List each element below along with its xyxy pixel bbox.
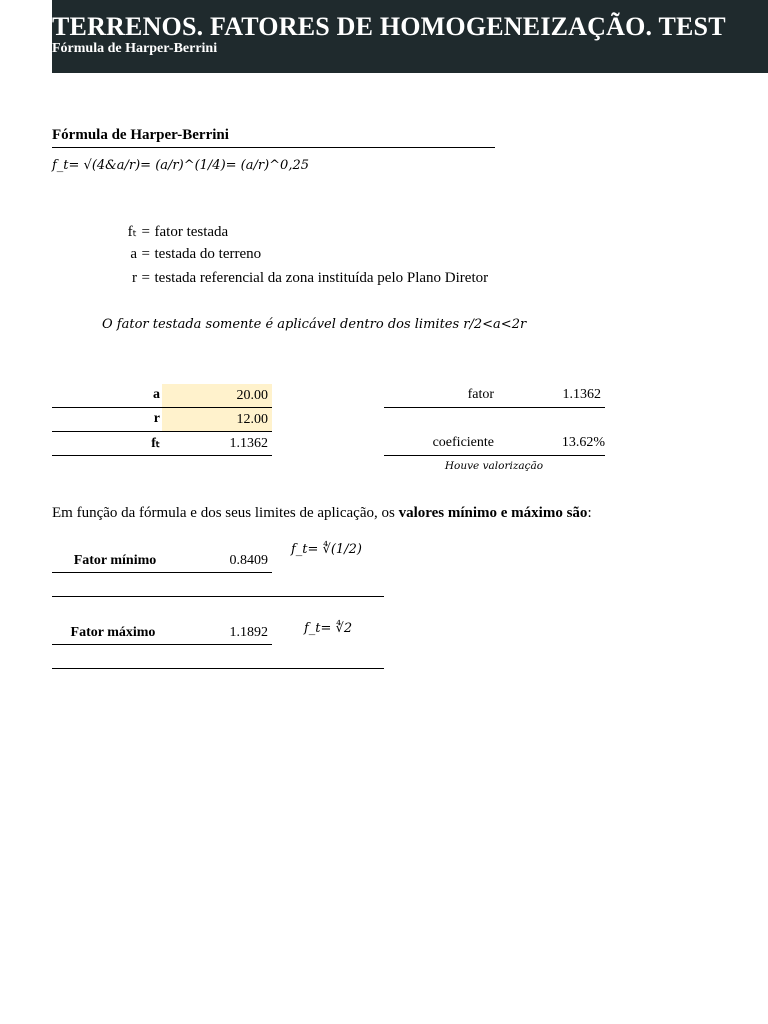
- legend-item-ft: [110, 222, 228, 241]
- legend-equals: =: [141, 270, 150, 286]
- table-row-divider: [52, 644, 272, 645]
- legend-symbol: a: [130, 246, 137, 262]
- table-row-divider: [384, 407, 605, 408]
- result-value-fator: 1.1362: [562, 387, 601, 402]
- section-title: Fórmula de Harper-Berrini: [52, 127, 229, 143]
- header-underline: [717, 72, 768, 73]
- section-row-divider: [52, 596, 384, 597]
- main-formula: 𝑓_𝑡= √(4&𝑎/𝑟)= (𝑎/𝑟)^(1/4)= (𝑎/𝑟)^0,25: [52, 158, 309, 173]
- section-divider: [52, 147, 495, 148]
- input-cell-a[interactable]: 20.00: [162, 384, 272, 407]
- limits-intro-bold: valores mínimo e máximo são: [398, 505, 588, 521]
- result-value-coeficiente: 13.62%: [561, 435, 605, 450]
- legend-item-a: [110, 246, 261, 263]
- legend-text: testada do terreno: [154, 246, 262, 262]
- validity-note: 𝑂 𝑓𝑎𝑡𝑜𝑟 𝑡𝑒𝑠𝑡𝑎𝑑𝑎 𝑠𝑜𝑚𝑒𝑛𝑡𝑒 é 𝑎𝑝𝑙𝑖𝑐á𝑣𝑒𝑙 𝑑𝑒𝑛𝑡𝑟𝑜 𝑑𝑜𝑠 𝑙𝑖𝑚𝑖𝑡𝑒𝑠 𝑟/2<𝑎<2𝑟: [102, 317, 527, 332]
- min-factor-formula: 𝑓_𝑡= ∜(1/2): [291, 542, 362, 557]
- result-label-coeficiente: coeficiente: [432, 435, 494, 450]
- page-title: TERRENOS. FATORES DE HOMOGENEIZAÇÃO. TEST: [52, 12, 726, 41]
- limits-intro-suffix: :: [587, 505, 592, 521]
- legend-text: testada referencial da zona instituída pelo Plano Diretor: [154, 270, 489, 286]
- section-row-divider: [52, 668, 384, 669]
- input-label-r: r: [153, 411, 160, 426]
- max-factor-label: Fator máximo: [70, 625, 156, 640]
- legend-text: fator testada: [154, 224, 229, 240]
- legend-symbol: fₜ: [127, 224, 137, 240]
- table-row-divider: [52, 572, 272, 573]
- limits-intro: [52, 505, 592, 522]
- legend-equals: =: [141, 246, 150, 262]
- input-cell-r[interactable]: 12.00: [162, 408, 272, 431]
- page-subtitle: Fórmula de Harper-Berrini: [52, 41, 218, 56]
- output-cell-ft: 1.1362: [229, 436, 268, 451]
- max-factor-value: 1.1892: [229, 625, 268, 640]
- min-factor-value: 0.8409: [229, 553, 268, 568]
- input-label-a: a: [153, 387, 160, 402]
- table-row-divider: [384, 455, 605, 456]
- legend-symbol: r: [132, 270, 137, 286]
- limits-intro-prefix: Em função da fórmula e dos seus limites de aplicação, os: [52, 505, 399, 521]
- legend-equals: =: [141, 224, 150, 240]
- legend-item-r: [110, 270, 488, 287]
- max-factor-formula: 𝑓_𝑡= ∜2: [304, 621, 353, 636]
- output-label-ft: fₜ: [151, 436, 160, 451]
- min-factor-label: Fator mínimo: [73, 553, 157, 568]
- table-row-divider: [52, 455, 272, 456]
- valorization-status: Houve valorização: [444, 460, 544, 472]
- result-label-fator: fator: [467, 387, 494, 402]
